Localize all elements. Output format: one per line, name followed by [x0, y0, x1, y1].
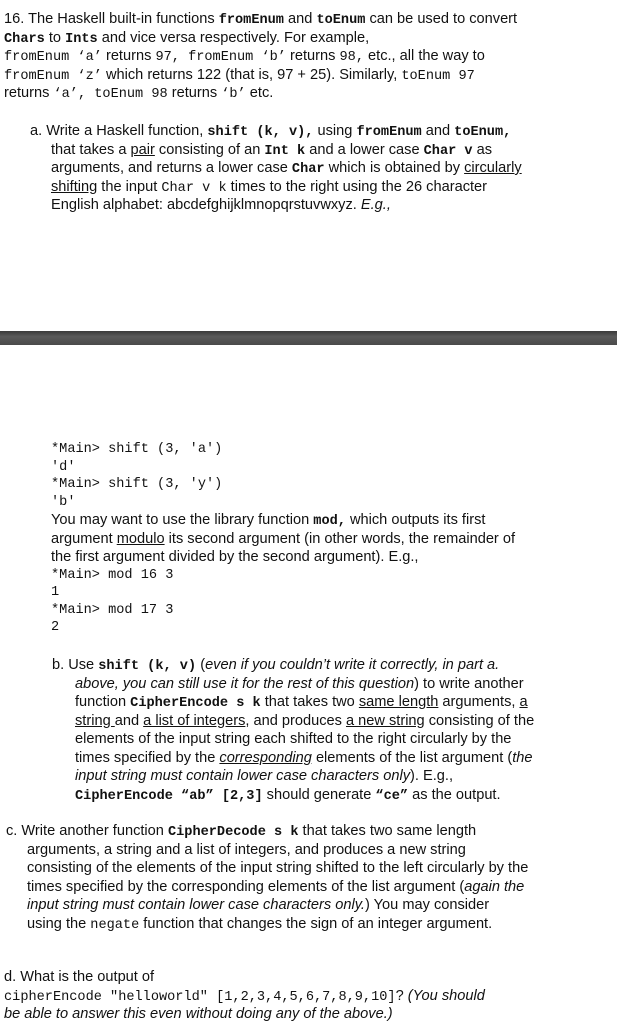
code-line: *Main> mod 16 3 [51, 567, 174, 583]
code-line: *Main> shift (3, 'a') [51, 442, 223, 457]
intro-line-2: Chars to Ints and vice versa respectively. For example, [4, 29, 370, 47]
intro-line-1: 16. The Haskell built-in functions fromEnum and toEnum can be used to convert [4, 11, 518, 28]
part-d [4, 968, 485, 1024]
part-c-line-3: consisting of the elements of the input string shifted to the left circularly by the [27, 860, 529, 876]
intro-line-5: returns ‘a’, toEnum 98 returns ‘b’ etc. [4, 85, 274, 102]
part-a-line-1: a. Write a Haskell function, shift (k, v), using fromEnum and toEnum, [30, 123, 512, 140]
part-d-line-3: be able to answer this even without doing any of the above.) [4, 1006, 393, 1022]
part-c-line-1: c. Write another function CipherDecode s k that takes two same length [6, 823, 477, 840]
part-b-line-6: times specified by the corresponding elements of the list argument (the [75, 749, 533, 766]
code-line: 1 [51, 585, 60, 600]
part-d-line-1: d. What is the output of [4, 969, 155, 985]
part-b-line-3: function CipherEncode s k that takes two same length arguments, a [75, 694, 528, 711]
part-c [6, 822, 528, 933]
example-block [51, 441, 515, 637]
part-b [52, 656, 534, 804]
part-a-line-2: that takes a pair consisting of an Int k and a lower case Char v as [51, 141, 493, 159]
part-b-line-5: elements of the input string each shifted to the right circularly by the [75, 731, 512, 747]
part-d-line-2: cipherEncode "helloworld" [1,2,3,4,5,6,7,8,9,10]? (You should [4, 987, 485, 1005]
part-c-line-4: times specified by the corresponding elements of the list argument (again the [27, 878, 525, 895]
part-a-line-5: English alphabet: abcdefghijklmnopqrstuvwxyz. E.g., [51, 197, 391, 213]
part-b-line-4: string and a list of integers, and produces a new string consisting of the [75, 712, 535, 729]
code-line: *Main> shift (3, 'y') [51, 477, 223, 492]
intro-line-4: fromEnum ‘z’ which returns 122 (that is, 97 + 25). Similarly, toEnum 97 [4, 66, 475, 84]
mod-paragraph-line-3: the first argument divided by the second argument). E.g., [51, 549, 419, 565]
part-a-line-4: shifting the input Char v k times to the right using the 26 character [51, 178, 488, 196]
part-b-line-8: CipherEncode “ab” [2,3] should generate “ce” as the output. [75, 786, 501, 804]
page-separator [0, 331, 617, 345]
part-b-line-1: b. Use shift (k, v) (even if you couldn’t write it correctly, in part a. [52, 657, 500, 674]
code-line: 'd' [51, 459, 76, 475]
code-line: 2 [51, 620, 60, 635]
mod-paragraph-line-2: argument modulo its second argument (in other words, the remainder of [51, 530, 516, 547]
part-c-line-2: arguments, a string and a list of integers, and produces a new string [27, 841, 466, 858]
intro-line-3: fromEnum ‘a’ returns 97, fromEnum ‘b’ returns 98, etc., all the way to [4, 48, 485, 65]
part-a-line-3: arguments, and returns a lower case Char which is obtained by circularly [51, 160, 522, 177]
part-b-line-7: input string must contain lower case characters only). E.g., [75, 768, 453, 784]
part-c-line-5: input string must contain lower case characters only.) You may consider [27, 897, 490, 913]
part-b-line-2: above, you can still use it for the rest of this question) to write another [75, 675, 524, 692]
part-c-line-6: using the negate function that changes the sign of an integer argument. [27, 915, 493, 933]
part-a [30, 122, 522, 215]
code-line: 'b' [51, 494, 76, 510]
code-line: *Main> mod 17 3 [51, 602, 174, 618]
question-16-intro [4, 10, 517, 103]
mod-paragraph-line-1: You may want to use the library function mod, which outputs its first [51, 512, 486, 529]
